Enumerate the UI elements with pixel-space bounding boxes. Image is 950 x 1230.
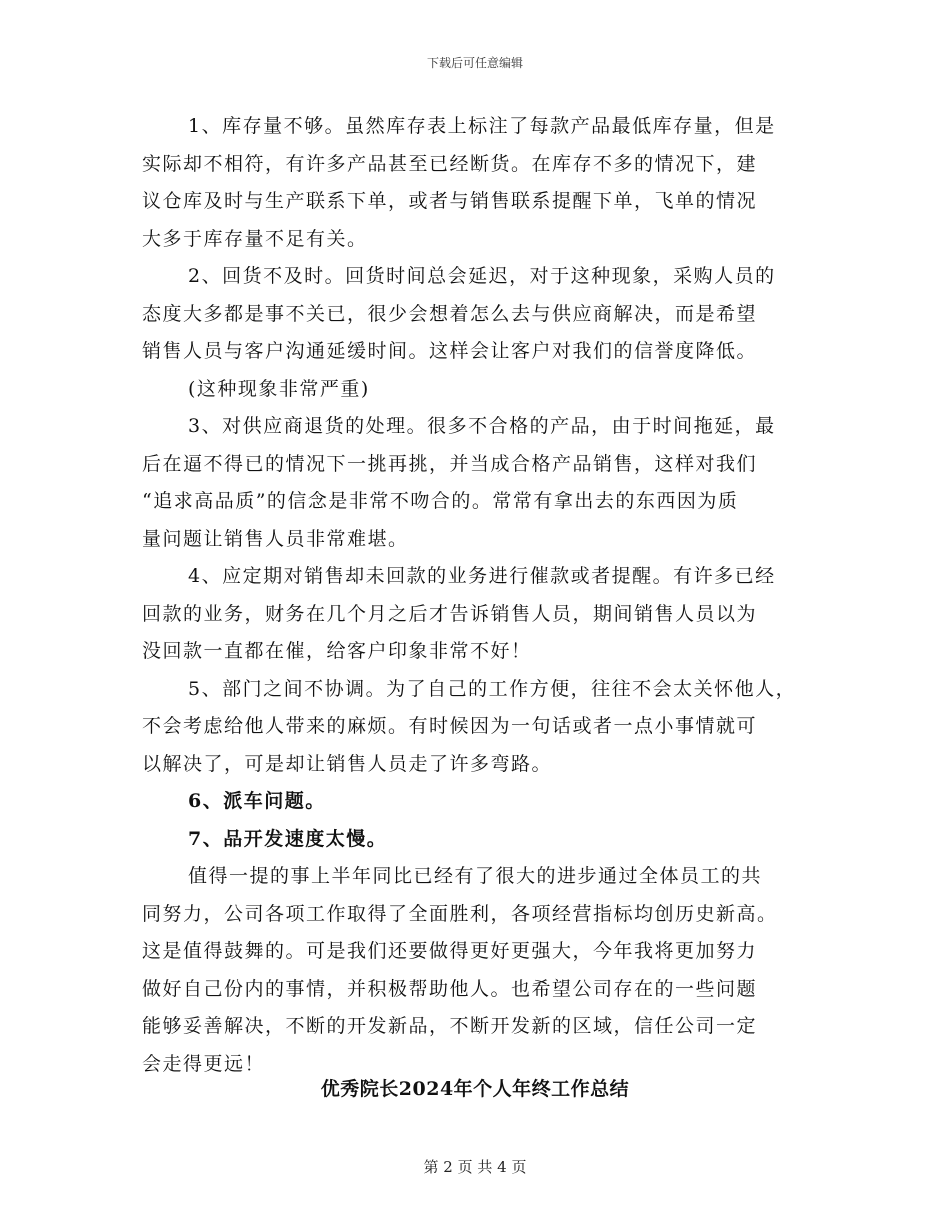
- body-line: 1、库存量不够。虽然库存表上标注了每款产品最低库存量，但是: [188, 115, 776, 137]
- body-line: 议仓库及时与生产联系下单，或者与销售联系提醒下单，飞单的情况: [142, 190, 758, 212]
- body-line: 没回款一直都在催，给客户印象非常不好！: [142, 640, 532, 662]
- body-line-heading: 7、品开发速度太慢。: [188, 827, 388, 850]
- body-line: 3、对供应商退货的处理。很多不合格的产品，由于时间拖延，最: [188, 415, 776, 437]
- body-line: 会走得更远！: [142, 1052, 266, 1075]
- body-line: 同努力，公司各项工作取得了全面胜利，各项经营指标均创历史新高。: [142, 902, 778, 925]
- body-line-heading: 6、派车问题。: [188, 790, 326, 812]
- body-line: 回款的业务，财务在几个月之后才告诉销售人员，期间销售人员以为: [142, 602, 758, 625]
- body-line: 5、部门之间不协调。为了自己的工作方便，往往不会太关怀他人，: [188, 677, 797, 700]
- body-line: 4、应定期对销售却未回款的业务进行催款或者提醒。有许多已经: [188, 565, 776, 587]
- body-line: 值得一提的事上半年同比已经有了很大的进步通过全体员工的共: [188, 865, 763, 887]
- body-line: 以解决了，可是却让销售人员走了许多弯路。: [142, 752, 553, 775]
- body-line: (这种现象非常严重): [188, 377, 370, 400]
- body-line: 态度大多都是事不关已，很少会想着怎么去与供应商解决，而是希望: [142, 302, 758, 325]
- body-line: 大多于库存量不足有关。: [142, 227, 368, 250]
- body-line: “追求高品质”的信念是非常不吻合的。常常有拿出去的东西因为质: [142, 490, 739, 512]
- page-header: 下载后可任意编辑: [426, 56, 523, 70]
- body-line: 销售人员与客户沟通延缓时间。这样会让客户对我们的信誉度降低。: [142, 340, 758, 362]
- page-footer: 第 2 页 共 4 页: [423, 1158, 527, 1176]
- body-line: 这是值得鼓舞的。可是我们还要做得更好更强大，今年我将更加努力: [142, 940, 758, 962]
- body-line: 实际却不相符，有许多产品甚至已经断货。在库存不多的情况下，建: [142, 152, 758, 175]
- body-line: 做好自己份内的事情，并积极帮助他人。也希望公司存在的一些问题: [142, 977, 758, 1000]
- document-body: [142, 108, 824, 1083]
- body-line: 后在逼不得已的情况下一挑再挑，并当成合格产品销售，这样对我们: [142, 452, 758, 475]
- body-line: 能够妥善解决，不断的开发新品，不断开发新的区域，信任公司一定: [142, 1015, 758, 1037]
- body-line: 量问题让销售人员非常难堪。: [142, 527, 409, 550]
- document-title: 优秀院长2024年个人年终工作总结: [320, 1078, 630, 1100]
- body-line: 不会考虑给他人带来的麻烦。有时候因为一句话或者一点小事情就可: [142, 715, 758, 737]
- body-line: 2、回货不及时。回货时间总会延迟，对于这种现象，采购人员的: [188, 265, 776, 287]
